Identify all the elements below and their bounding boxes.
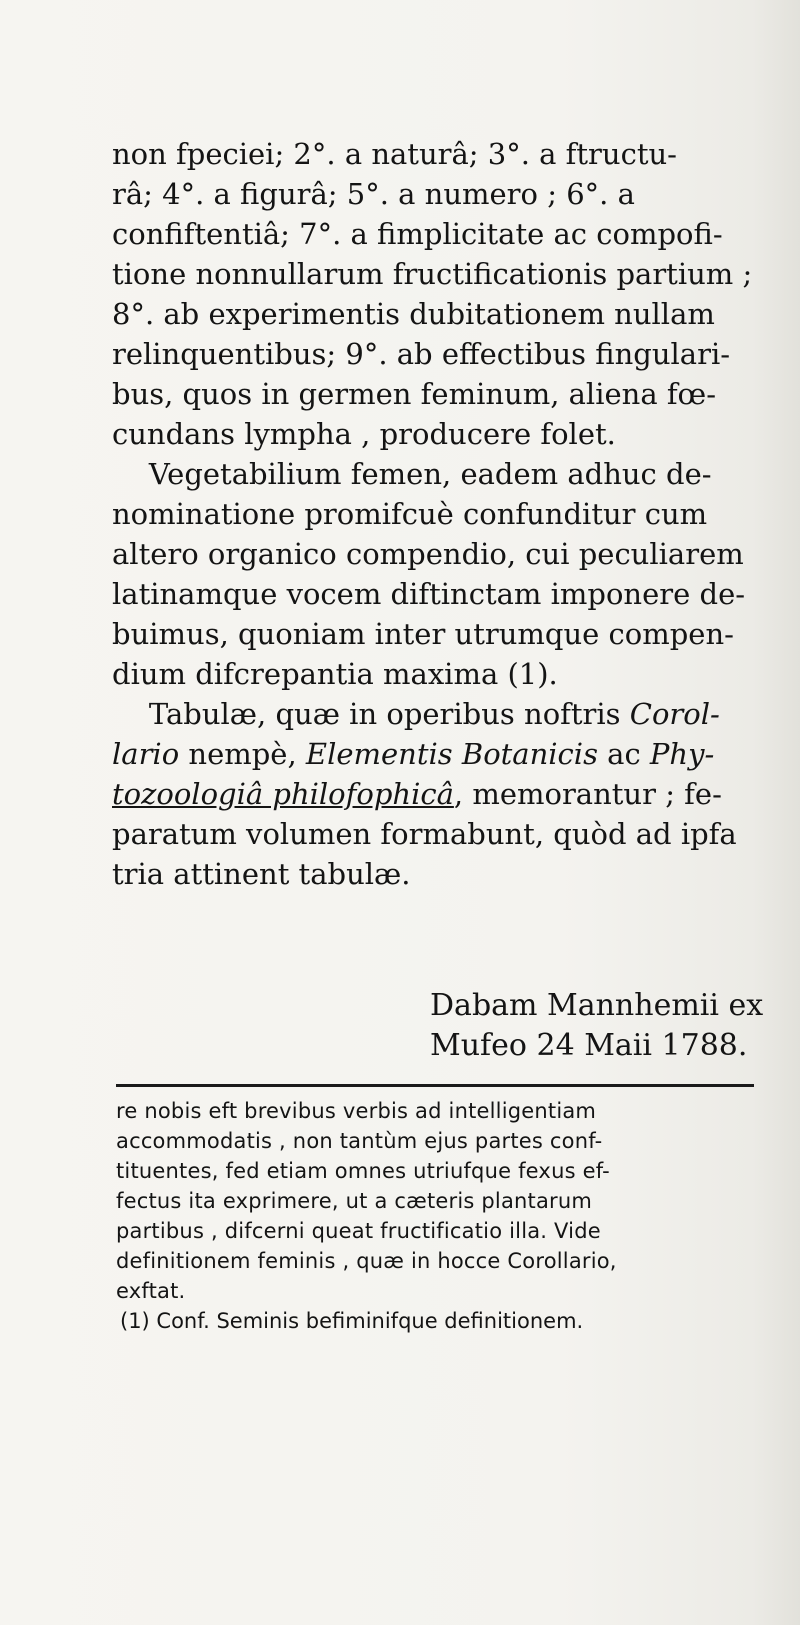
text-line: altero organico compendio, cui peculiarem xyxy=(112,537,744,571)
note-line: definitionem feminis , quæ in hocce Corollario, xyxy=(116,1249,617,1273)
text-line: non fpeciei; 2°. a naturâ; 3°. a ftructu- xyxy=(112,137,677,171)
text-line: paratum volumen formabunt, quòd ad ipfa xyxy=(112,817,737,851)
note-line: exftat. xyxy=(116,1279,186,1303)
italic-title-segment: Phy- xyxy=(649,737,715,771)
text-line-mixed xyxy=(112,774,772,814)
text-line: tione nonnullarum fructificationis partium ; xyxy=(112,257,753,291)
text-line: râ; 4°. a figurâ; 5°. a numero ; 6°. a xyxy=(112,177,635,211)
text-line: relinquentibus; 9°. ab effectibus fingulari- xyxy=(112,337,731,371)
text-segment: , memorantur ; fe- xyxy=(453,777,722,811)
note-line: partibus , difcerni queat fructificatio illa. Vide xyxy=(116,1219,601,1243)
italic-title-segment: Elementis Botanicis xyxy=(305,737,598,771)
text-line: nominatione promifcuè confunditur cum xyxy=(112,497,708,531)
text-line: latinamque vocem diftinctam imponere de- xyxy=(112,577,746,611)
text-line-mixed xyxy=(112,694,772,734)
note-line: tituentes, fed etiam omnes utriufque fexus ef- xyxy=(116,1159,610,1183)
text-line: Vegetabilium femen, eadem adhuc de- xyxy=(112,457,712,491)
italic-title-segment: tozoologiâ philofophicâ xyxy=(112,777,454,811)
note-line: re nobis eft brevibus verbis ad intelligentiam xyxy=(116,1099,597,1123)
dateline-place: Dabam Mannhemii ex xyxy=(430,988,764,1023)
footnote-block xyxy=(116,1096,776,1336)
note-line: accommodatis , non tantùm ejus partes conf- xyxy=(116,1129,603,1153)
text-line: dium difcrepantia maxima (1). xyxy=(112,657,558,691)
text-segment: nempè, xyxy=(179,737,306,771)
italic-title-segment: lario xyxy=(112,737,180,771)
text-line-mixed xyxy=(112,734,772,774)
text-segment: ac xyxy=(597,737,650,771)
text-line: buimus, quoniam inter utrumque compen- xyxy=(112,617,734,651)
text-line: confiftentiâ; 7°. a fimplicitate ac compofi- xyxy=(112,217,723,251)
italic-title-segment: Corol- xyxy=(629,697,720,731)
note-line: fectus ita exprimere, ut a cæteris plantarum xyxy=(116,1189,593,1213)
main-text-block xyxy=(112,134,772,894)
dateline-date: Mufeo 24 Maii 1788. xyxy=(430,1028,748,1063)
text-line: tria attinent tabulæ. xyxy=(112,857,411,891)
text-line: 8°. ab experimentis dubitationem nullam xyxy=(112,297,715,331)
footnote-1: (1) Conf. Seminis befiminifque definitionem. xyxy=(120,1309,584,1333)
footnote-divider xyxy=(116,1084,754,1087)
text-line: bus, quos in germen feminum, aliena fœ- xyxy=(112,377,717,411)
dateline-signature xyxy=(430,986,790,1066)
text-line: cundans lympha , producere folet. xyxy=(112,417,616,451)
text-segment: Tabulæ, quæ in operibus noftris xyxy=(112,697,630,731)
